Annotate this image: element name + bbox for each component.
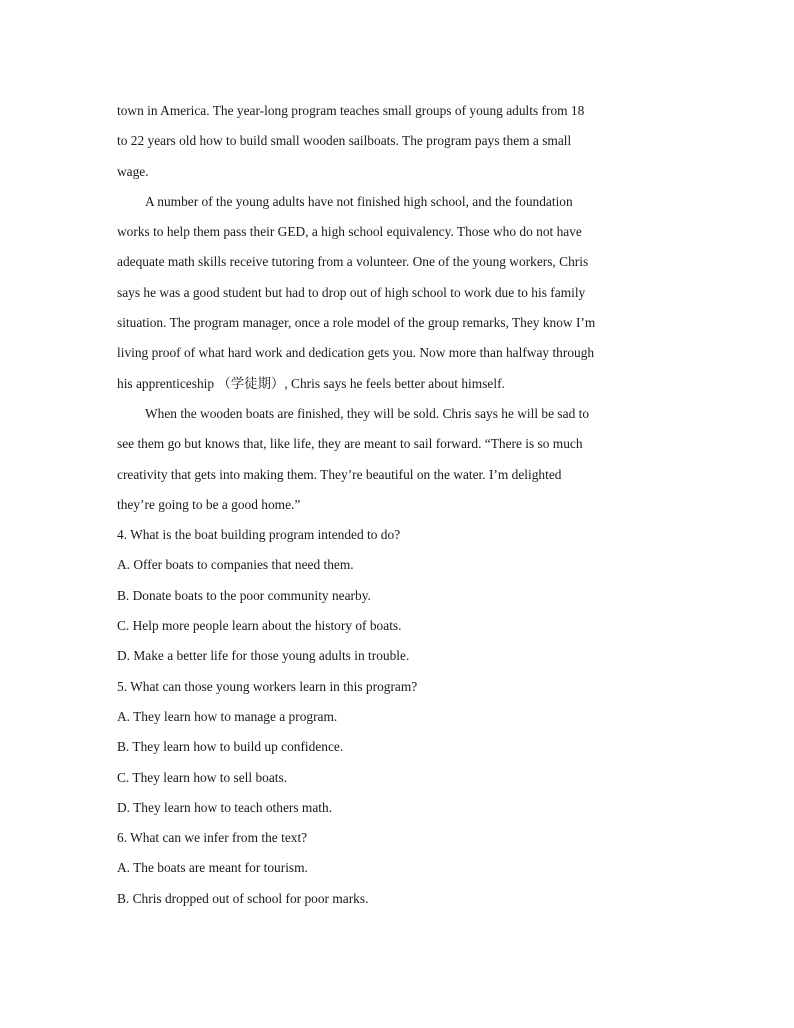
- passage-line: they’re going to be a good home.”: [117, 496, 301, 512]
- answer-option: D. They learn how to teach others math.: [117, 799, 333, 815]
- document-body: [117, 96, 677, 914]
- answer-option: D. Make a better life for those young adults in trouble.: [117, 648, 410, 664]
- answer-option: A. The boats are meant for tourism.: [117, 860, 308, 876]
- question-5: [117, 672, 677, 823]
- passage-line: town in America. The year-long program teaches small groups of young adults from 18: [117, 103, 585, 118]
- passage-paragraph-2: [117, 187, 677, 399]
- passage-line: to 22 years old how to build small wooden sailboats. The program pays them a small: [117, 133, 572, 149]
- passage-line: works to help them pass their GED, a high school equivalency. Those who do not have: [117, 224, 582, 240]
- answer-option: B. They learn how to build up confidence.: [117, 739, 344, 755]
- passage-paragraph-3: [117, 399, 677, 520]
- question-4: [117, 520, 677, 671]
- passage-line: living proof of what hard work and dedication gets you. Now more than halfway through: [117, 345, 595, 361]
- passage-line: see them go but knows that, like life, they are meant to sail forward. “There is so much: [117, 436, 583, 452]
- question-stem: 4. What is the boat building program intended to do?: [117, 527, 401, 543]
- passage-line: wage.: [117, 163, 149, 179]
- passage-line: creativity that gets into making them. They’re beautiful on the water. I’m delighted: [117, 466, 562, 482]
- answer-option: C. Help more people learn about the history of boats.: [117, 618, 402, 634]
- question-stem: 6. What can we infer from the text?: [117, 830, 308, 846]
- answer-option: A. They learn how to manage a program.: [117, 708, 338, 724]
- passage-paragraph-1: [117, 96, 677, 187]
- answer-option: C. They learn how to sell boats.: [117, 769, 288, 785]
- passage-line: says he was a good student but had to drop out of high school to work due to his family: [117, 284, 586, 300]
- passage-line: situation. The program manager, once a role model of the group remarks, They know I’m: [117, 315, 596, 331]
- passage-line: his apprenticeship （学徒期）, Chris says he feels better about himself.: [117, 375, 505, 391]
- question-stem: 5. What can those young workers learn in this program?: [117, 678, 418, 694]
- answer-option: B. Chris dropped out of school for poor marks.: [117, 890, 369, 906]
- answer-option: A. Offer boats to companies that need them.: [117, 557, 354, 573]
- answer-option: B. Donate boats to the poor community nearby.: [117, 587, 371, 603]
- passage-line: A number of the young adults have not finished high school, and the foundation: [145, 193, 573, 209]
- passage-line: When the wooden boats are finished, they will be sold. Chris says he will be sad to: [145, 405, 590, 421]
- passage-line: adequate math skills receive tutoring from a volunteer. One of the young workers, Chris: [117, 254, 589, 270]
- question-6: [117, 823, 677, 914]
